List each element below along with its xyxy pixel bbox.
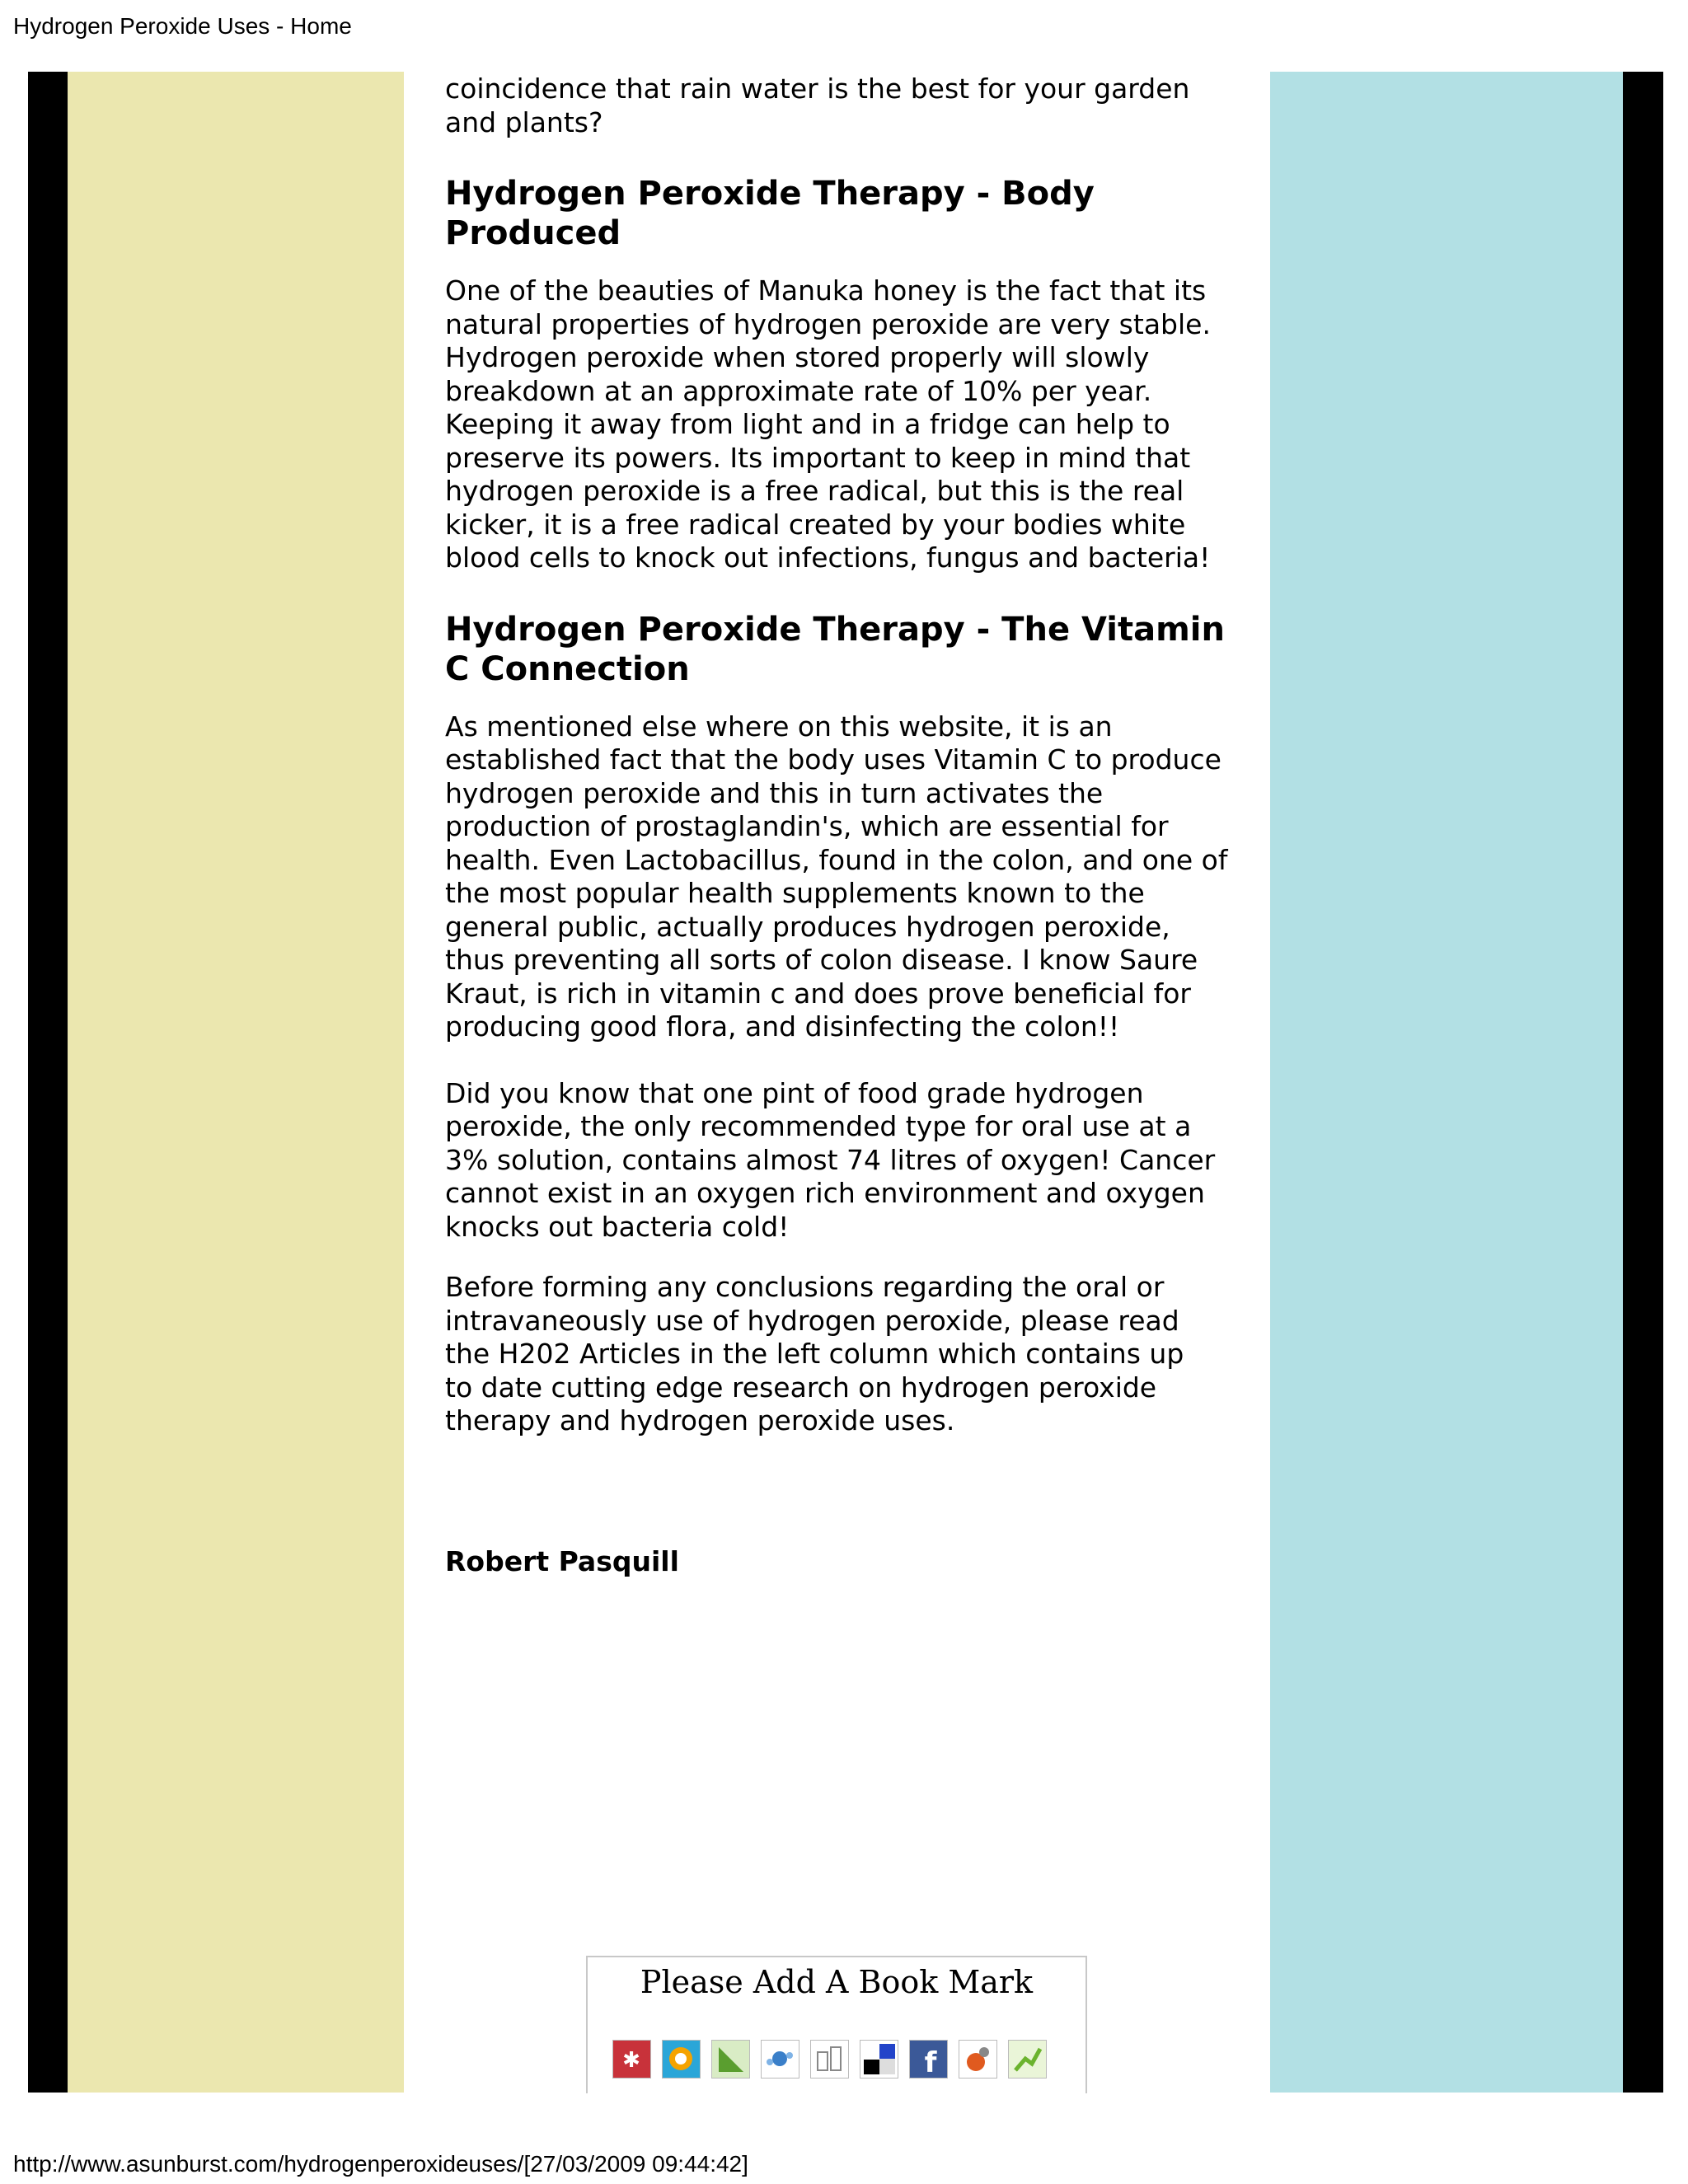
bookmark-site-3-icon[interactable] (711, 2040, 750, 2079)
left-sidebar-column (68, 72, 404, 2093)
facebook-icon[interactable] (909, 2040, 948, 2079)
bookmark-site-9-icon[interactable] (1008, 2040, 1047, 2079)
section-paragraph-vitamin-c-1: As mentioned else where on this website, it is an established fact that the body uses Vitamin C to produce hydrogen peroxide and this in turn activates the production of prostaglandin's, which are essential for health. Even Lactobacillus, found in the colon, and one of the most popular health supplements known to the general public, actually produces hydrogen peroxide, thus preventing all sorts of colon disease. I know Saure Kraut, is rich in vitamin c and does prove beneficial for producing good flora, and disinfecting the colon!! (445, 710, 1228, 1043)
section-paragraph-vitamin-c-2: Did you know that one pint of food grade hydrogen peroxide, the only recommended type for oral use at a 3% solution, contains almost 74 litres of oxygen! Cancer cannot exist in an oxygen rich environment and oxygen knocks out bacteria cold! (445, 1076, 1216, 1243)
bookmark-site-8-icon[interactable] (959, 2040, 997, 2079)
section-heading-body-produced: Hydrogen Peroxide Therapy - Body Produced (445, 175, 1095, 252)
delicious-icon[interactable] (860, 2040, 898, 2079)
bookmark-icons-row (612, 2040, 1047, 2079)
author-signature: Robert Pasquill (445, 1544, 679, 1577)
svg-text:✱: ✱ (622, 2048, 640, 2073)
svg-text:f: f (924, 2046, 937, 2078)
bookmark-site-4-icon[interactable] (761, 2040, 799, 2079)
bookmark-panel (586, 1956, 1087, 2093)
right-sidebar-column (1270, 72, 1623, 2093)
right-border-column (1623, 72, 1663, 2093)
section-heading-vitamin-c: Hydrogen Peroxide Therapy - The Vitamin C Connection (445, 610, 1225, 688)
bookmark-site-1-icon[interactable] (612, 2040, 651, 2079)
bookmark-title: Please Add A Book Mark (640, 1964, 1034, 2000)
page-header-title: Hydrogen Peroxide Uses - Home (13, 13, 352, 39)
bookmark-site-5-icon[interactable] (810, 2040, 849, 2079)
section-paragraph-body-produced: One of the beauties of Manuka honey is the fact that its natural properties of hydrogen peroxide are very stable. Hydrogen peroxide when stored properly will slowly breakdown at an approximate rate of 10% per year. Keeping it away from light and in a fridge can help to preserve its powers. Its important to keep in mind that hydrogen peroxide is a free radical, but this is the real kicker, it is a free radical created by your bodies white blood cells to knock out infections, fungus and bacteria! (445, 274, 1211, 574)
bookmark-site-2-icon[interactable] (662, 2040, 701, 2079)
intro-fragment: coincidence that rain water is the best for your garden and plants? (445, 73, 1190, 138)
left-border-column (28, 72, 68, 2093)
article-content (445, 73, 1236, 1578)
section-paragraph-vitamin-c-3: Before forming any conclusions regarding the oral or intravaneously use of hydrogen peroxide, please read the H202 Articles in the left column which contains up to date cutting edge research on hydrogen peroxide therapy and hydrogen peroxide uses. (445, 1271, 1184, 1436)
page-footer-url: http://www.asunburst.com/hydrogenperoxideuses/[27/03/2009 09:44:42] (13, 2151, 748, 2177)
